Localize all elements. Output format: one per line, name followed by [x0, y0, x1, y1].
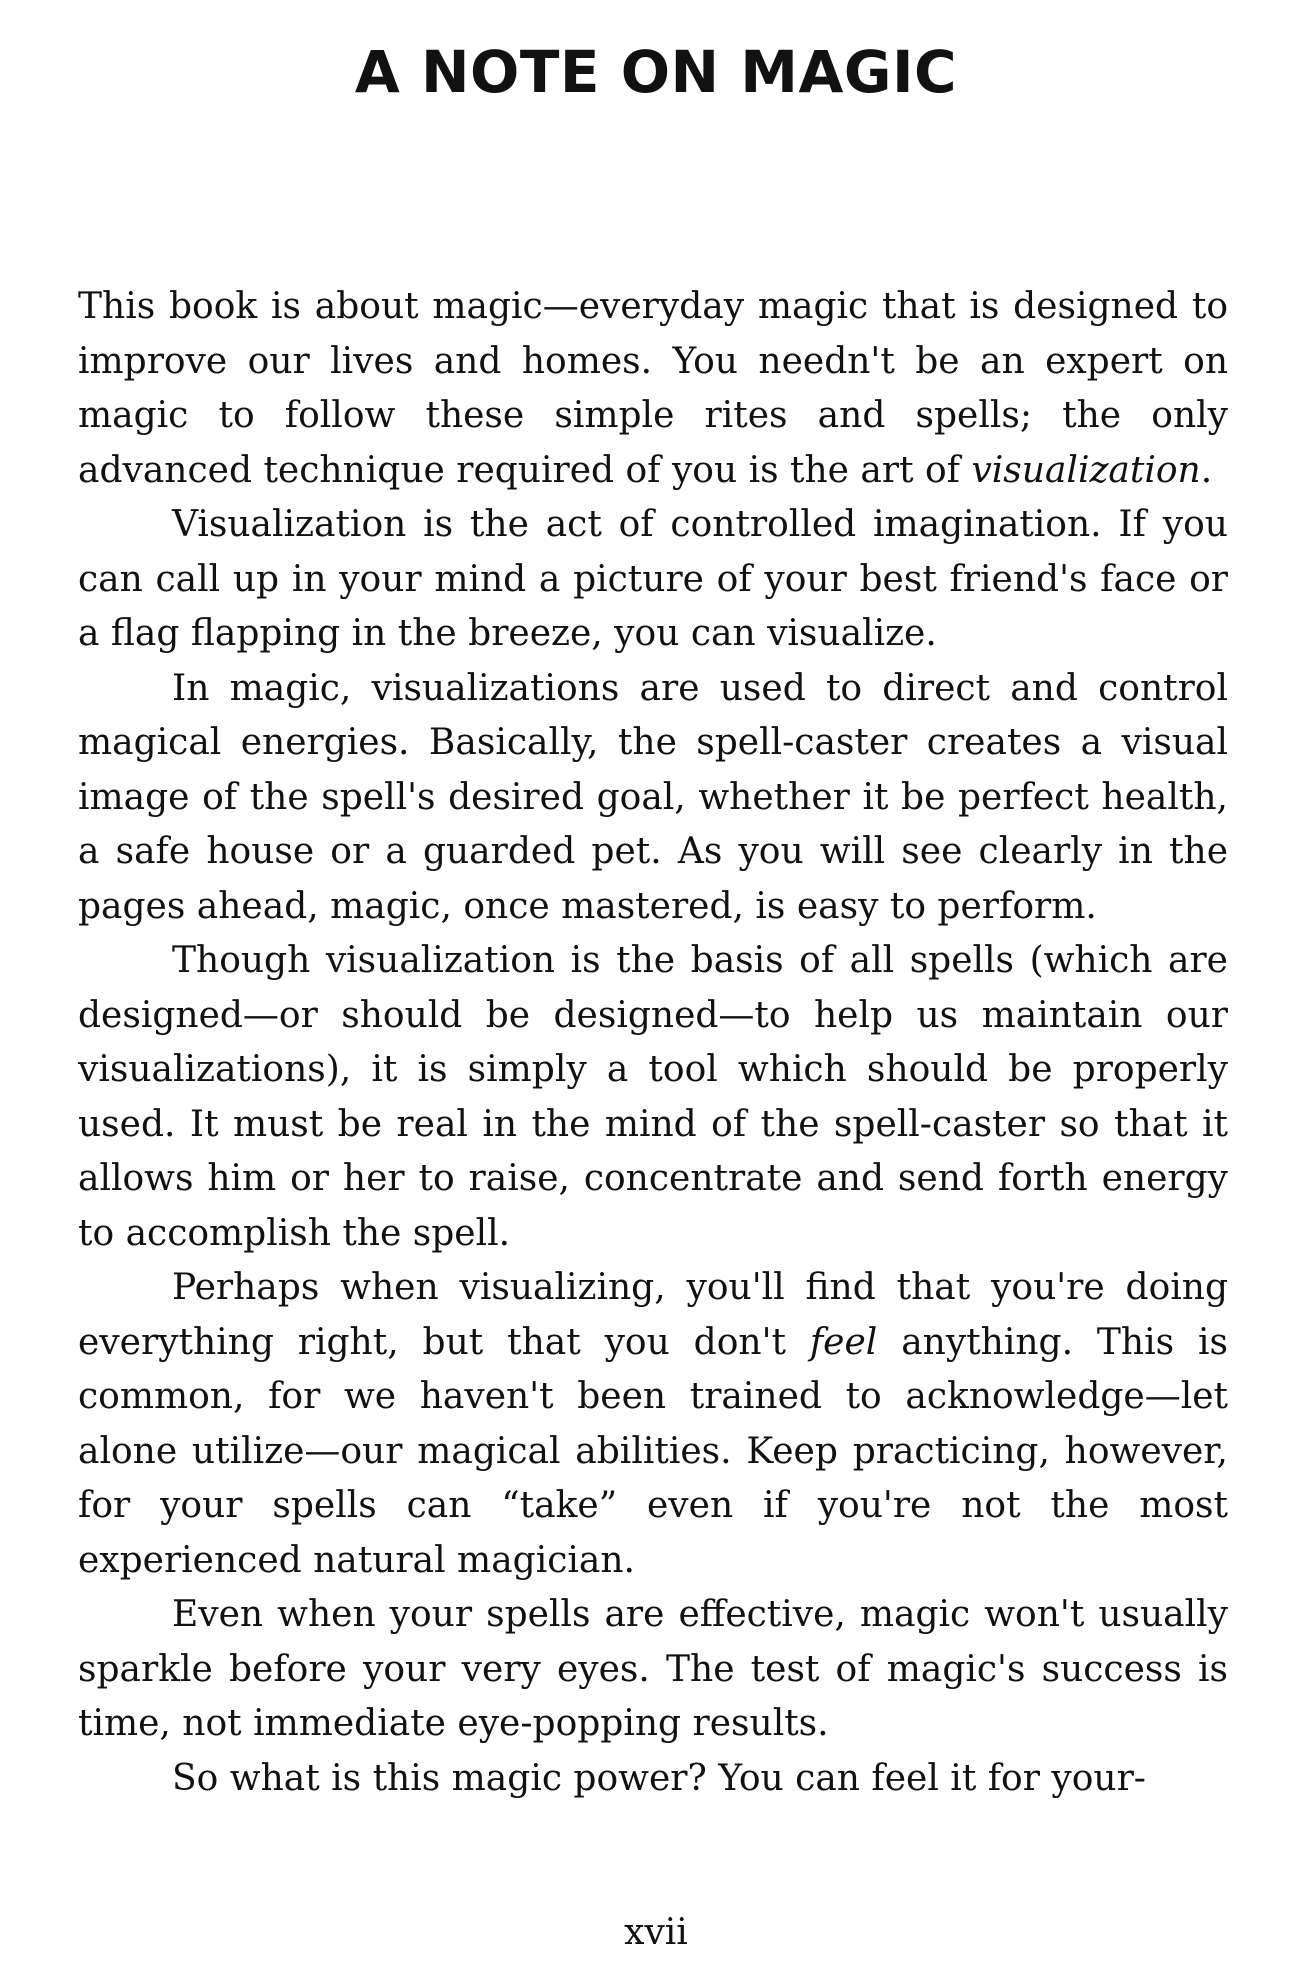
page-number: xvii: [624, 1912, 688, 1953]
body-text: [78, 280, 1228, 1806]
chapter-title: A NOTE ON MAGIC: [354, 38, 958, 106]
paragraph-6: Even when your spells are effective, magic won't usually sparkle before your very eyes. The test of magic's success is time, not immediate eye-popping results.: [78, 1594, 1228, 1744]
emphasized-word: feel: [809, 1321, 878, 1363]
paragraph-1: This book is about magic—everyday magic that is designed to improve our lives and homes. You needn't be an expert on magic to follow these simple rites and spells; the only advanced technique required of you is the art of visualization.: [78, 286, 1228, 491]
paragraph-5: Perhaps when visualizing, you'll find that you're doing everything right, but that you don't feel anything. This is common, for we haven't been trained to acknowledge—let alone utilize—our magical abilities. Keep practicing, however, for your spells can “take” even if you're not the most experienced natural magician.: [78, 1267, 1228, 1581]
paragraph-2: Visualization is the act of controlled imagination. If you can call up in your mind a picture of your best friend's face or a flag flapping in the breeze, you can visualize.: [78, 504, 1228, 654]
paragraph-7: So what is this magic power? You can feel it for your-: [172, 1757, 1146, 1799]
emphasized-word: visualization: [971, 449, 1201, 491]
paragraph-4: Though visualization is the basis of all spells (which are designed—or should be designed—to help us maintain our visualizations), it is simply a tool which should be properly used. It must be real in the mind of the spell-caster so that it allows him or her to raise, concentrate and send forth energy to accomplish the spell.: [78, 940, 1228, 1254]
paragraph-3: In magic, visualizations are used to direct and control magical energies. Basically, the spell-caster creates a visual image of the spell's desired goal, whether it be perfect health, a safe house or a guarded pet. As you will see clearly in the pages ahead, magic, once mastered, is easy to perform.: [78, 667, 1228, 927]
